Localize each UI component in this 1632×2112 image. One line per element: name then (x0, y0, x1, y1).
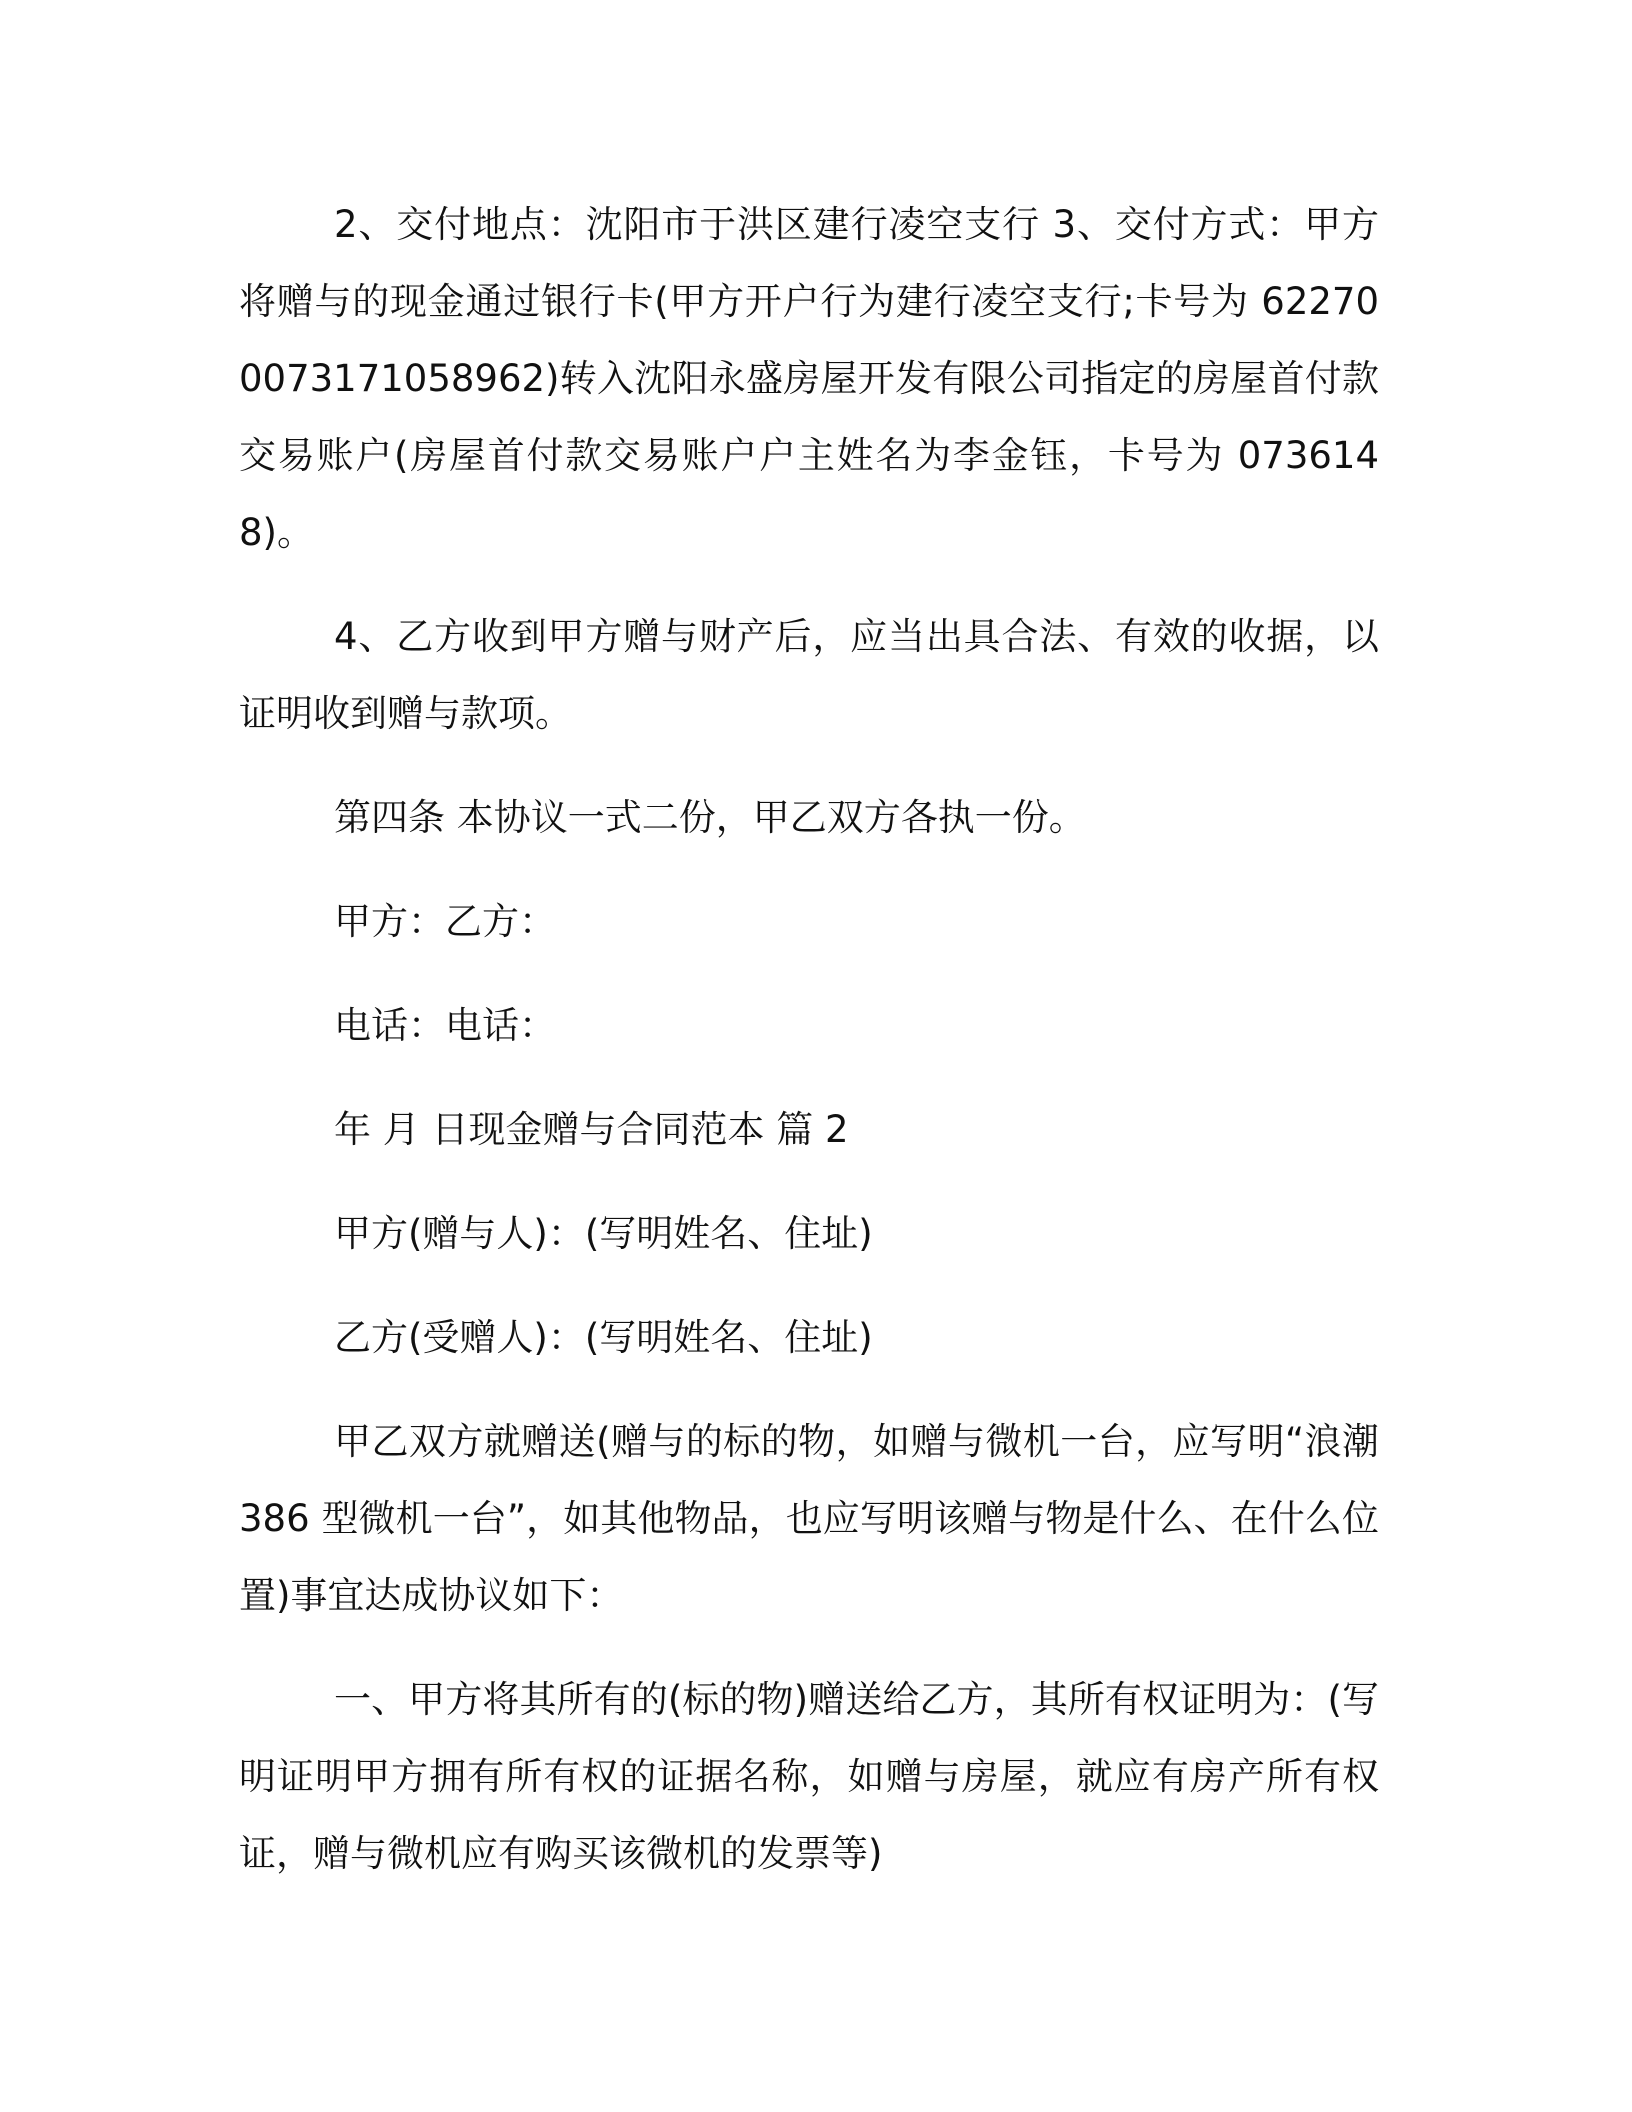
paragraph-date-title: 年 月 日现金赠与合同范本 篇 2 (334, 1108, 849, 1151)
paragraph-parties-signature: 甲方：乙方： (334, 900, 556, 943)
paragraph-receipt-clause: 4、乙方收到甲方赠与财产后，应当出具合法、有效的收据，以证明收到赠与款项。 (239, 615, 1379, 735)
paragraph-party-a: 甲方(赠与人)：(写明姓名、住址) (334, 1212, 873, 1255)
paragraph-agreement-intro: 甲乙双方就赠送(赠与的标的物，如赠与微机一台，应写明“浪潮 386 型微机一台”，如其他物品，也应写明该赠与物是什么、在什么位置)事宜达成协议如下： (239, 1420, 1379, 1617)
paragraph-phone: 电话：电话： (334, 1004, 556, 1047)
paragraph-delivery-terms: 2、交付地点：沈阳市于洪区建行凌空支行 3、交付方式：甲方将赠与的现金通过银行卡(甲方开户行为建行凌空支行;卡号为 6227000731710589​62)转入沈阳永盛房屋开发有限公司指定的房屋首付款交易账户(房屋首付款交易账户户主姓名为李金钰，卡号为 0736148)。 (239, 203, 1379, 554)
paragraph-party-b: 乙方(受赠人)：(写明姓名、住址) (334, 1316, 873, 1359)
document-body (239, 186, 1379, 1919)
paragraph-article-four: 第四条 本协议一式二份，甲乙双方各执一份。 (334, 796, 1086, 839)
paragraph-clause-one: 一、甲方将其所有的(标的物)赠送给乙方，其所有权证明为：(写明证明甲方拥有所有权的证据名称，如赠与房屋，就应有房产所有权证，赠与微机应有购买该微机的发票等) (239, 1678, 1379, 1875)
